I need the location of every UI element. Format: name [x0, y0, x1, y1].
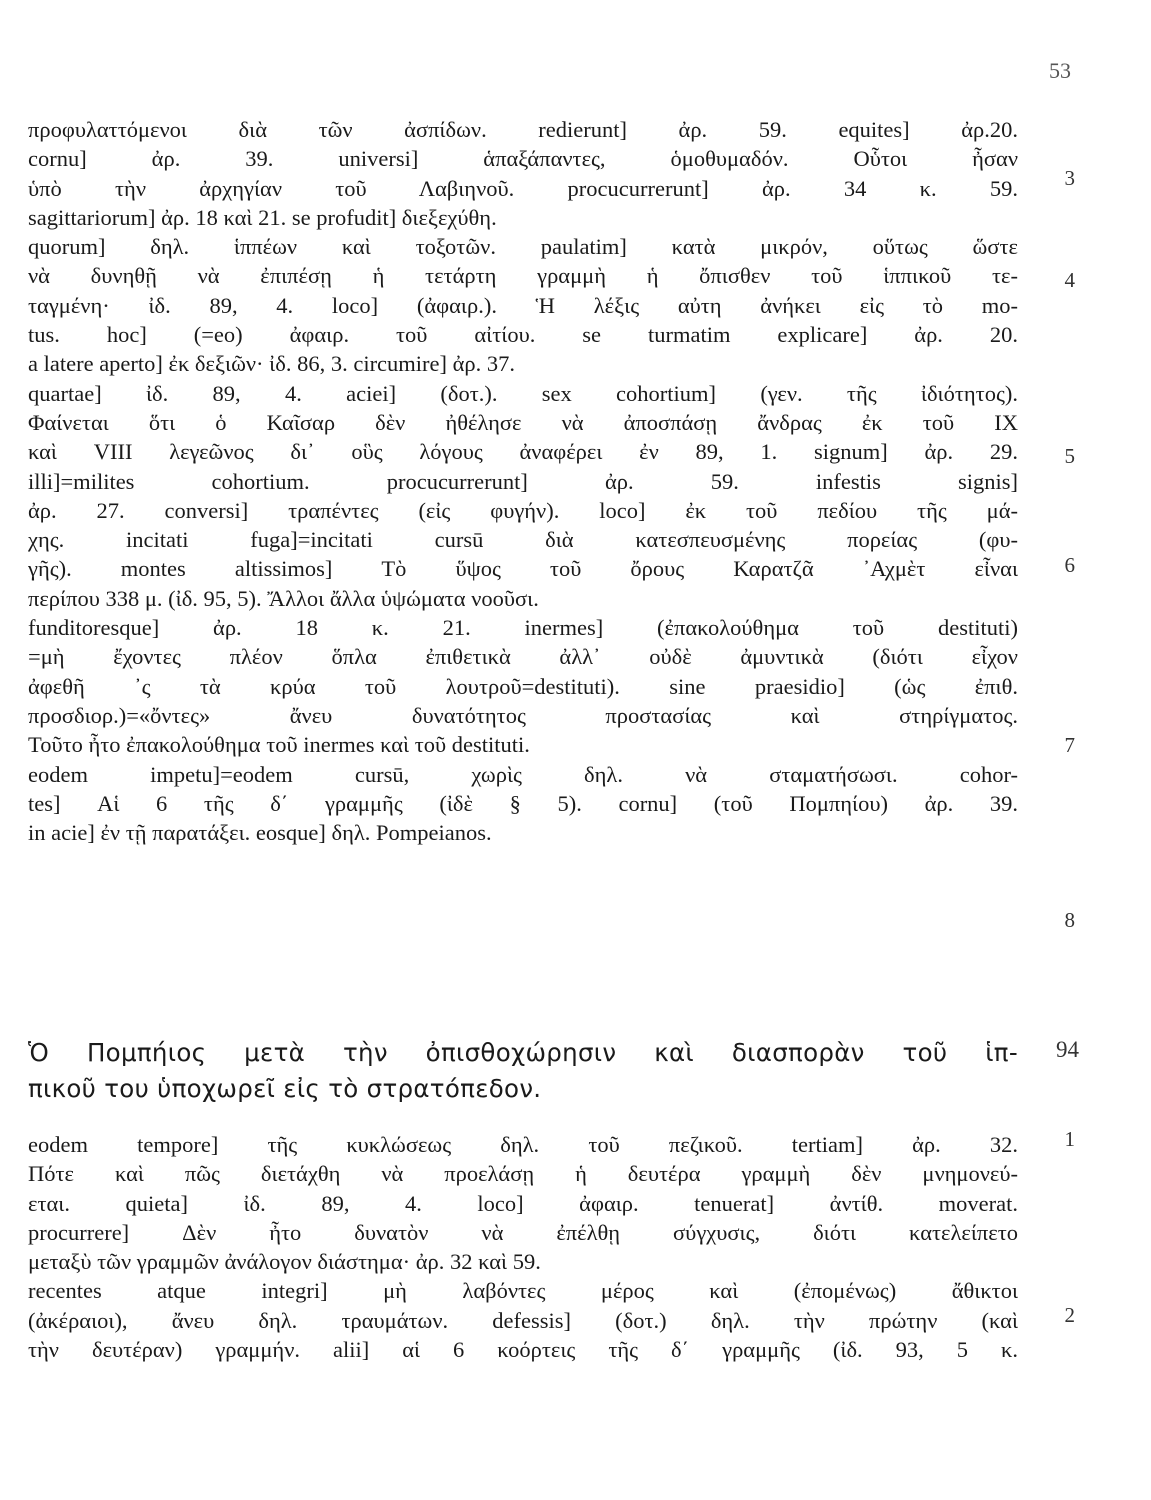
- text-line: in acie] ἐν τῇ παρατάξει. eosque] δηλ. Pompeianos.: [28, 820, 492, 846]
- margin-number: 7: [1064, 733, 1075, 757]
- text-line: τὴν δευτέραν) γραμμήν. alii] αἱ 6 κοόρτεις τῆς δ΄ γραμμῆς (ἰδ. 93, 5 κ.: [28, 1337, 1018, 1363]
- margin-number: 2: [1064, 1303, 1075, 1327]
- margin-number: 4: [1064, 268, 1075, 292]
- text-line: tus. hoc] (=eo) ἀφαιρ. τοῦ αἰτίου. se turmatim explicare] ἀρ. 20.: [28, 322, 1018, 348]
- text-line: ταγμένη· ἰδ. 89, 4. loco] (ἀφαιρ.). Ἡ λέξις αὐτη ἀνήκει εἰς τὸ mo-: [28, 292, 1018, 318]
- text-line: illi]=milites cohortium. procucurrerunt] ἀρ. 59. infestis signis]: [28, 468, 1018, 494]
- commentary-block: [28, 1130, 1018, 1364]
- text-line: Τοῦτο ἦτο ἐπακολούθημα τοῦ inermes καὶ τοῦ destituti.: [28, 732, 530, 758]
- text-line: νὰ δυνηθῇ νὰ ἐπιπέσῃ ἡ τετάρτη γραμμὴ ἡ ὄπισθεν τοῦ ἱππικοῦ τε-: [28, 263, 1018, 289]
- text-line: (ἀκέραιοι), ἄνευ δηλ. τραυμάτων. defessis] (δοτ.) δηλ. τὴν πρώτην (καὶ: [28, 1307, 1018, 1333]
- text-line: sagittariorum] ἀρ. 18 καὶ 21. se profudit] διεξεχύθη.: [28, 204, 497, 230]
- text-line: eodem impetu]=eodem cursū, χωρὶς δηλ. νὰ σταματήσωσι. cohor-: [28, 761, 1018, 787]
- text-line: καὶ VIII λεγεῶνος δι᾽ οὓς λόγους ἀναφέρει ἐν 89, 1. signum] ἀρ. 29.: [28, 439, 1018, 465]
- page-number: 53: [1049, 58, 1071, 83]
- margin-number: 5: [1064, 444, 1075, 468]
- text-line: προσδιορ.)=«ὄντες» ἄνευ δυνατότητος προστασίας καὶ στηρίγματος.: [28, 702, 1018, 728]
- text-line: quorum] δηλ. ἱππέων καὶ τοξοτῶν. paulatim] κατὰ μικρόν, οὕτως ὥστε: [28, 234, 1018, 260]
- heading-line: Ὁ Πομπήιος μετὰ τὴν ὀπισθοχώρησιν καὶ διασπορὰν τοῦ ἱπ-: [28, 1038, 1018, 1067]
- text-line: =μὴ ἔχοντες πλέον ὅπλα ἐπιθετικὰ ἀλλ᾽ οὐδὲ ἀμυντικὰ (διότι εἶχον: [28, 644, 1018, 670]
- text-line: χης. incitati fuga]=incitati cursū διὰ κατεσπευσμένης πορείας (φυ-: [28, 527, 1018, 553]
- text-line: procurrere] Δὲν ἦτο δυνατὸν νὰ ἐπέλθῃ σύγχυσις, διότι κατελείπετο: [28, 1219, 1018, 1245]
- text-line: cornu] ἀρ. 39. universi] ἁπαξάπαντες, ὁμοθυμαδόν. Οὗτοι ἦσαν: [28, 146, 1018, 172]
- text-line: ὑπὸ τὴν ἀρχηγίαν τοῦ Λαβιηνοῦ. procucurrerunt] ἀρ. 34 κ. 59.: [28, 175, 1018, 201]
- text-line: Πότε καὶ πῶς διετάχθη νὰ προελάσῃ ἡ δευτέρα γραμμὴ δὲν μνημονεύ-: [28, 1161, 1018, 1187]
- text-line: a latere aperto] ἐκ δεξιῶν· ἰδ. 86, 3. circumire] ἀρ. 37.: [28, 351, 516, 377]
- text-line: περίπου 338 μ. (ἰδ. 95, 5). Ἄλλοι ἄλλα ὑψώματα νοοῦσι.: [28, 585, 539, 611]
- text-line: eodem tempore] τῆς κυκλώσεως δηλ. τοῦ πεζικοῦ. tertiam] ἀρ. 32.: [28, 1132, 1018, 1157]
- margin-number: 3: [1064, 166, 1075, 190]
- text-line: γῆς). montes altissimos] Τὸ ὕψος τοῦ ὄρους Καρατζᾶ ᾿Αχμὲτ εἶναι: [28, 556, 1018, 582]
- text-line: μεταξὺ τῶν γραμμῶν ἀνάλογον διάστημα· ἀρ. 32 καὶ 59.: [28, 1249, 541, 1275]
- text-line: funditoresque] ἀρ. 18 κ. 21. inermes] (ἐπακολούθημα τοῦ destituti): [28, 615, 1018, 641]
- commentary-block: [28, 115, 1018, 847]
- margin-number: 6: [1064, 553, 1075, 577]
- margin-number: 8: [1064, 908, 1075, 932]
- chapter-number: 94: [1056, 1037, 1079, 1062]
- text-line: εται. quieta] ἰδ. 89, 4. loco] ἀφαιρ. tenuerat] ἀντίθ. moverat.: [28, 1190, 1018, 1216]
- text-line: recentes atque integri] μὴ λαβόντες μέρος καὶ (ἐπομένως) ἄθικτοι: [28, 1278, 1018, 1304]
- text-line: ἀφεθῆ ᾽ς τὰ κρύα τοῦ λουτροῦ=destituti). sine praesidio] (ὡς ἐπιθ.: [28, 673, 1018, 699]
- text-line: Φαίνεται ὅτι ὁ Καῖσαρ δὲν ἠθέλησε νὰ ἀποσπάσῃ ἄνδρας ἐκ τοῦ IX: [28, 409, 1018, 435]
- heading-line: πικοῦ του ὑποχωρεῖ εἰς τὸ στρατόπεδον.: [28, 1074, 542, 1103]
- text-line: προφυλαττόμενοι διὰ τῶν ἀσπίδων. redierunt] ἀρ. 59. equites] ἀρ.20.: [28, 117, 1018, 142]
- section-heading: [28, 1035, 1018, 1107]
- text-line: ἀρ. 27. conversi] τραπέντες (εἰς φυγήν). loco] ἐκ τοῦ πεδίου τῆς μά-: [28, 497, 1018, 523]
- text-line: quartae] ἰδ. 89, 4. aciei] (δοτ.). sex cohortium] (γεν. τῆς ἰδιότητος).: [28, 380, 1018, 406]
- text-line: tes] Αἱ 6 τῆς δ΄ γραμμῆς (ἰδὲ § 5). cornu] (τοῦ Πομπηίου) ἀρ. 39.: [28, 790, 1018, 816]
- margin-number: 1: [1064, 1127, 1075, 1151]
